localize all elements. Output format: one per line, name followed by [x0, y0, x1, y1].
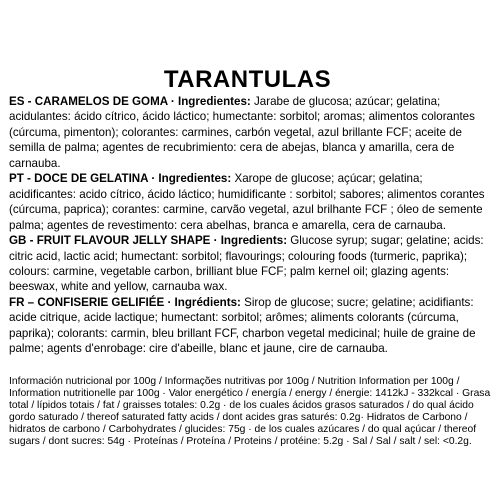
ingredients-pt-heading: PT - DOCE DE GELATINA · Ingredientes: [9, 172, 232, 186]
product-title: TARANTULAS [163, 66, 332, 93]
ingredients-section [9, 94, 491, 357]
nutrition-info: Información nutricional por 100g / Informações nutritivas por 100g / Nutrition Information per 100g / Information nutritionelle par 100g · Valor energético / energía / energy / énergie: 1412kJ - 332kcal · Grasa total / lípidos totais / fat / graisses totales: 0.2g · de los cuales ácidos grasos saturados / do qual ácido gordo saturado / thereof saturated fatty acids / dont acides gras saturés: 0.2g· Hidratos de Carbono / hidratos de carbono / Carbohydrates / glucides: 75g · de los cuales azúcares / do qual açúcar / thereof sugars / dont sucres: 54g · Proteínas / Proteína / Proteins / protéine: 5.2g · Sal / Sal / salt / sel: <0.2g. [9, 376, 491, 447]
ingredients-gb-text: Glucose syrup; sugar; gelatine; acids: citric acid, lactic acid; humectant: sorbitol; flavourings; colouring foods (turmeric, paprika); colours: carmine, vegetable carbon, brilliant blue FCF; palm kernel oil; glazing agents: beeswax, white and yellow, carnauba wax. [9, 234, 484, 294]
ingredients-es-heading: ES - CARAMELOS DE GOMA · Ingredientes: [9, 95, 251, 108]
ingredients-pt [9, 171, 491, 233]
ingredients-fr-text: Sirop de glucose; sucre; gelatine; acidifiants: acide citrique, acide lactique; humectant: sorbitol; arômes; aliments colorants (cúrcuma, paprika); colorants: carmin, bleu brillant FCF, charbon vegetal medicinal; huile de graine de palme; agents d'enrobage: cire d'abeille, blanc et jaune, cire de carnauba. [9, 295, 476, 356]
ingredients-es [9, 94, 491, 171]
ingredients-gb-heading: GB - FRUIT FLAVOUR JELLY SHAPE · Ingredients: [9, 234, 288, 248]
ingredients-es-text: Jarabe de glucosa; azúcar; gelatina; acidulantes: ácido cítrico, ácido láctico; humectante: sorbitol; aromas; alimentos colorantes (cúrcuma, pimenton); colorantes: carmines, carbón vegetal, azul brillante FCF; aceite de semilla de palma; agentes de recubrimiento: cera de abejas, blanca y amarilla, cera de carnauba. [9, 95, 475, 170]
ingredients-fr [9, 295, 491, 357]
ingredients-gb [9, 233, 491, 295]
ingredients-fr-heading: FR – CONFISERIE GELIFIÉE · Ingrédients: [9, 295, 241, 309]
ingredients-pt-text: Xarope de glucose; açúcar; gelatina; acidificantes: acido cítrico, ácido láctico; humidificante : sorbitol; sabores; alimentos corantes (cúrcuma, paprica); corantes: carmine, carvão vegetal, azul brilhante FCF ; óleo de semente palma; agentes de revestimento: cera abelhas, branca e amarella, cera de carnauba. [9, 172, 485, 232]
